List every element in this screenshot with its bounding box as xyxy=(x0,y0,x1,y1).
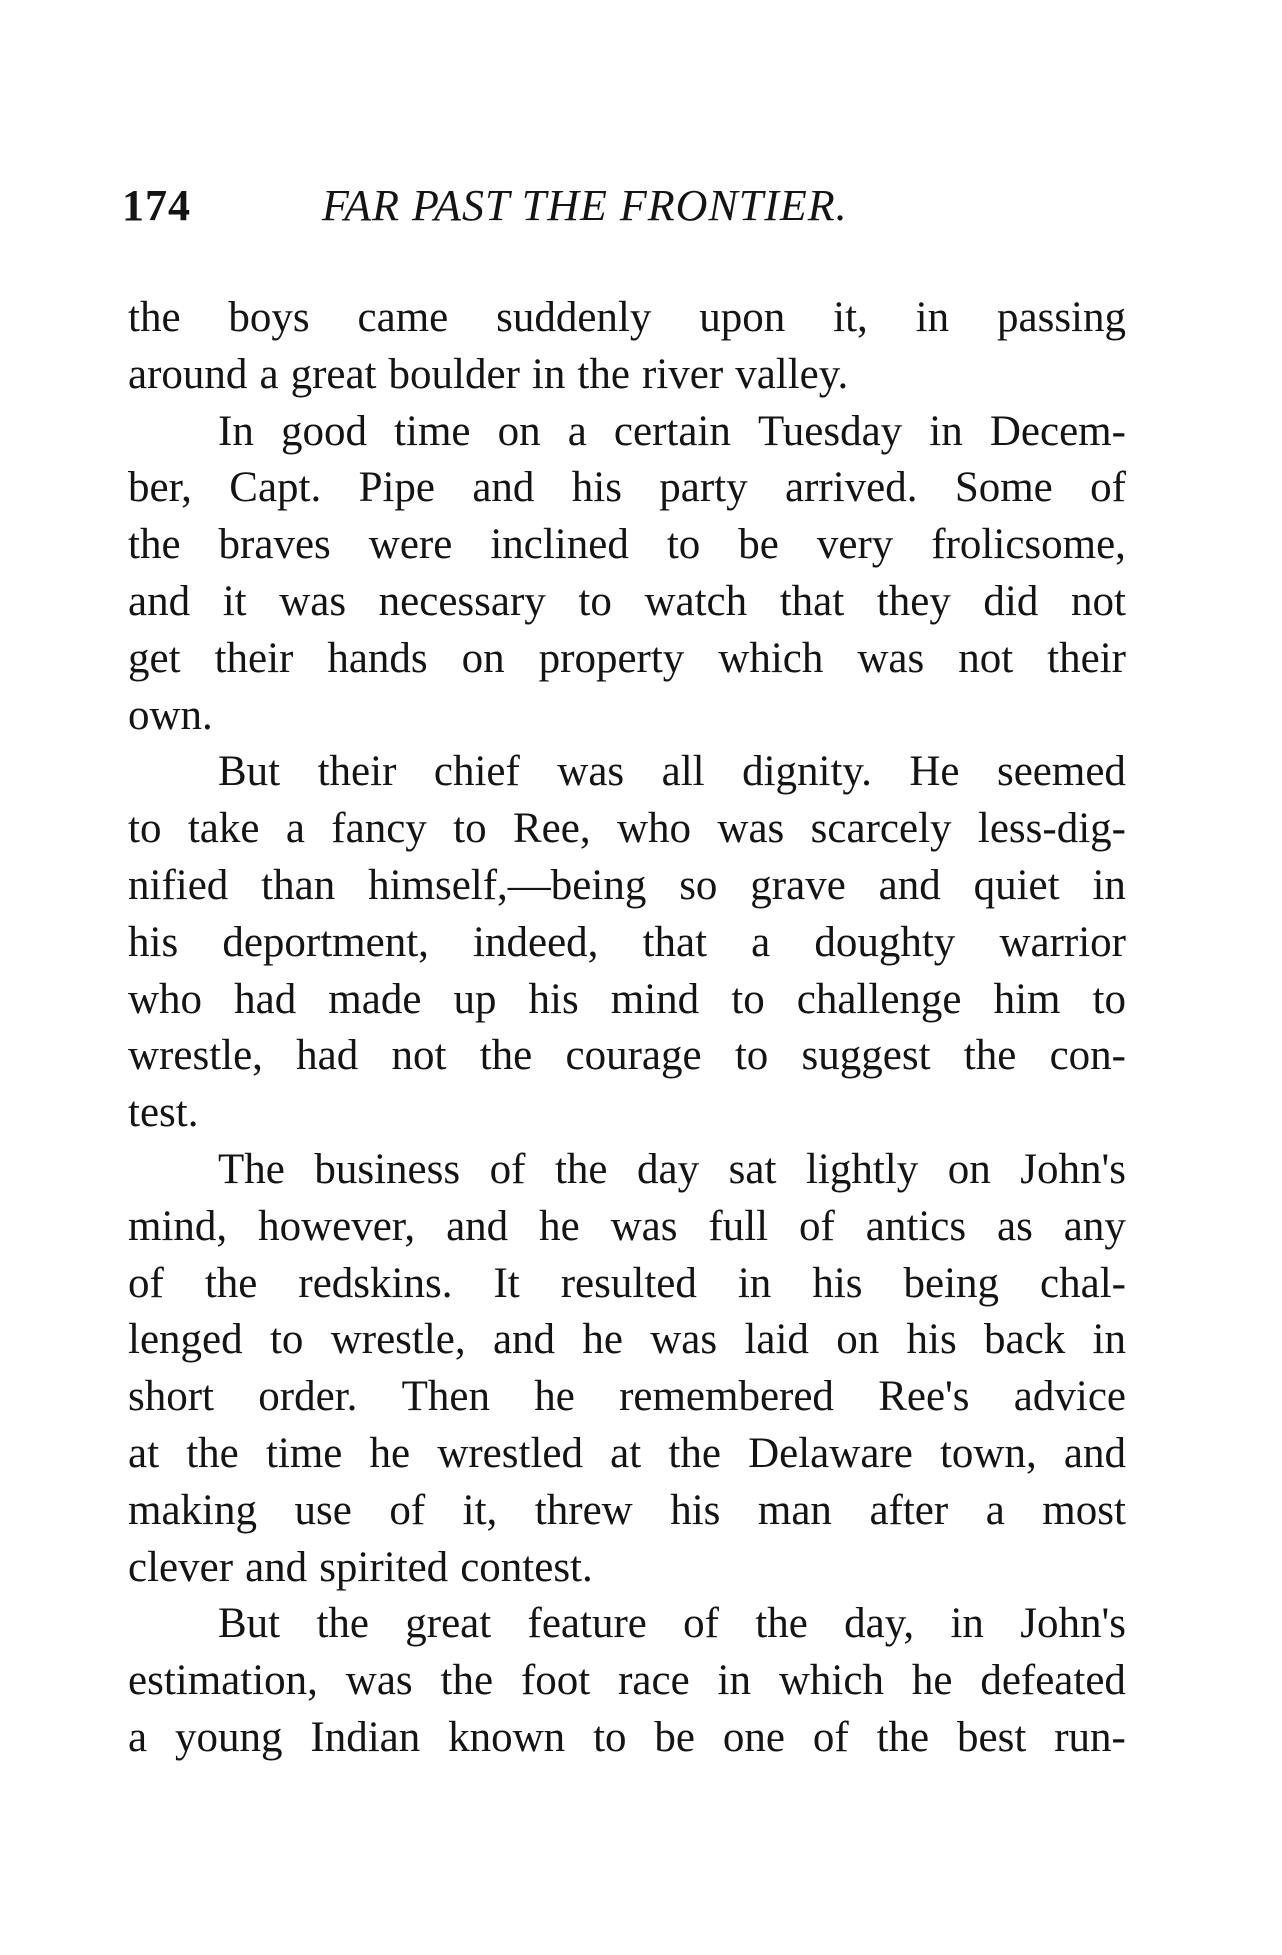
word: indeed, xyxy=(473,918,599,966)
word: himself,—being xyxy=(368,861,647,909)
word: all xyxy=(661,748,705,796)
text-line xyxy=(128,1540,1126,1597)
word: young xyxy=(174,1713,283,1761)
word: the xyxy=(479,1032,533,1080)
word: suggest xyxy=(801,1032,931,1080)
word: of xyxy=(389,1486,426,1534)
word: property xyxy=(538,634,685,682)
word: he xyxy=(539,1202,580,1250)
word: to xyxy=(666,521,701,569)
word: his xyxy=(812,1259,863,1307)
word: the xyxy=(128,521,181,569)
word: was xyxy=(857,634,925,682)
word: so xyxy=(679,861,718,909)
text-line xyxy=(128,688,1126,745)
word: order. xyxy=(258,1373,358,1421)
word: fancy xyxy=(331,805,427,853)
word: the xyxy=(577,350,630,398)
word: mind, xyxy=(128,1202,228,1250)
word: frolicsome, xyxy=(931,521,1126,569)
word: which xyxy=(778,1657,884,1705)
text-line xyxy=(128,1142,1126,1199)
word: to xyxy=(578,577,612,625)
word: not xyxy=(958,634,1014,682)
word: time xyxy=(265,1429,343,1477)
word: was xyxy=(345,1657,413,1705)
word: to xyxy=(593,1713,627,1761)
word: and xyxy=(128,577,191,625)
word: was xyxy=(279,577,347,625)
word: Ree, xyxy=(513,805,591,853)
word: he xyxy=(369,1429,411,1477)
word: suddenly xyxy=(496,294,652,341)
word: their xyxy=(214,634,294,682)
word: the xyxy=(554,1145,608,1193)
word: estimation, xyxy=(128,1657,318,1705)
word: him xyxy=(993,975,1061,1023)
word: a xyxy=(751,918,771,966)
word: get xyxy=(128,634,181,682)
word: challenge xyxy=(796,975,962,1023)
word: in xyxy=(737,1259,772,1307)
word: as xyxy=(997,1202,1033,1250)
word: inclined xyxy=(490,521,629,569)
word: mind xyxy=(610,975,700,1023)
word: his xyxy=(128,918,179,966)
word: on xyxy=(836,1316,880,1364)
text-line xyxy=(128,1653,1126,1710)
word: passing xyxy=(997,294,1126,341)
word: chal- xyxy=(1040,1259,1126,1307)
word: it, xyxy=(833,294,868,341)
word: dignity. xyxy=(742,748,872,796)
word: best xyxy=(957,1713,1027,1761)
word: Ree's xyxy=(878,1373,970,1421)
word: a xyxy=(285,805,305,853)
word: Some xyxy=(954,464,1053,512)
word: time xyxy=(394,407,471,455)
word: Delaware xyxy=(748,1429,913,1477)
text-line xyxy=(128,347,1126,404)
word: and xyxy=(446,1202,509,1250)
word: great xyxy=(405,1600,492,1648)
text-line xyxy=(128,1426,1126,1483)
word: in xyxy=(1092,861,1126,909)
word: antics xyxy=(865,1202,967,1250)
text-line xyxy=(128,1085,1126,1142)
word: was xyxy=(610,1202,678,1250)
word: they xyxy=(876,577,951,625)
word: watch xyxy=(644,577,748,625)
text-line xyxy=(128,1199,1126,1256)
word: after xyxy=(869,1486,949,1534)
word: the xyxy=(128,294,181,341)
word: wrestle, xyxy=(330,1316,466,1364)
word: upon xyxy=(699,294,786,341)
text-line xyxy=(128,1028,1126,1085)
word: a xyxy=(985,1486,1005,1534)
word: He xyxy=(909,748,960,796)
word: most xyxy=(1042,1486,1126,1534)
word: run- xyxy=(1054,1713,1126,1761)
word: lenged xyxy=(128,1316,243,1364)
word: that xyxy=(642,918,708,966)
word: around xyxy=(128,350,248,398)
word: of xyxy=(812,1713,849,1761)
word: But xyxy=(218,748,281,796)
text-line xyxy=(128,1312,1126,1369)
text-line xyxy=(128,915,1126,972)
word: the xyxy=(668,1429,721,1477)
word: made xyxy=(328,975,422,1023)
word: to xyxy=(731,975,765,1023)
word: of xyxy=(1090,464,1126,512)
word: it xyxy=(222,577,247,625)
word: river xyxy=(641,350,724,398)
word: of xyxy=(683,1600,719,1648)
word: making xyxy=(128,1486,257,1534)
word: quiet xyxy=(973,861,1060,909)
word: remembered xyxy=(619,1373,834,1421)
word: great xyxy=(290,350,377,398)
text-line xyxy=(128,1596,1126,1653)
word: to xyxy=(734,1032,769,1080)
word: in xyxy=(531,350,566,398)
word: very xyxy=(816,521,894,569)
word: con- xyxy=(1049,1032,1126,1080)
word: John's xyxy=(1020,1600,1126,1648)
word: at xyxy=(128,1429,160,1477)
text-line xyxy=(128,1710,1126,1767)
word: the xyxy=(963,1032,1017,1080)
word: party xyxy=(659,464,748,512)
word: contest. xyxy=(460,1543,593,1591)
word: less-dig- xyxy=(977,805,1126,853)
word: to xyxy=(128,805,162,853)
word: own. xyxy=(128,691,213,739)
word: who xyxy=(616,805,692,853)
word: to xyxy=(1092,975,1126,1023)
text-line xyxy=(128,1483,1126,1540)
word: on xyxy=(497,407,541,455)
word: in xyxy=(950,1600,984,1648)
word: the xyxy=(186,1429,239,1477)
word: race xyxy=(618,1657,690,1705)
word: necessary xyxy=(378,577,546,625)
word: laid xyxy=(744,1316,809,1364)
text-line xyxy=(128,1256,1126,1313)
word: his xyxy=(571,464,622,512)
text-line xyxy=(128,972,1126,1029)
word: But xyxy=(218,1600,281,1648)
word: his xyxy=(906,1316,957,1364)
word: threw xyxy=(534,1486,633,1534)
text-line xyxy=(128,631,1126,688)
word: in xyxy=(915,294,950,341)
word: redskins. xyxy=(298,1259,453,1307)
word: good xyxy=(280,407,367,455)
word: John's xyxy=(1020,1145,1126,1193)
word: Indian xyxy=(310,1713,421,1761)
word: and xyxy=(1063,1429,1126,1477)
word: Capt. xyxy=(229,464,322,512)
word: boys xyxy=(228,294,310,341)
word: use xyxy=(294,1486,352,1534)
text-line xyxy=(128,404,1126,461)
word: take xyxy=(187,805,260,853)
page-header xyxy=(122,176,1122,236)
word: deportment, xyxy=(222,918,429,966)
word: valley. xyxy=(735,350,849,398)
word: and xyxy=(245,1543,308,1591)
word: foot xyxy=(520,1657,591,1705)
word: at xyxy=(610,1429,642,1477)
text-line xyxy=(128,1369,1126,1426)
word: courage xyxy=(565,1032,702,1080)
word: of xyxy=(799,1202,835,1250)
word: sat xyxy=(728,1145,777,1193)
word: doughty xyxy=(814,918,956,966)
word: of xyxy=(128,1259,164,1307)
word: town, xyxy=(939,1429,1037,1477)
word: was xyxy=(557,748,625,796)
word: was xyxy=(717,805,785,853)
word: full xyxy=(708,1202,769,1250)
word: nified xyxy=(128,861,229,909)
word: came xyxy=(357,294,449,341)
word: had xyxy=(296,1032,359,1080)
word: hands xyxy=(327,634,428,682)
word: a xyxy=(259,350,279,398)
word: not xyxy=(1070,577,1126,625)
text-line xyxy=(128,574,1126,631)
word: and xyxy=(492,1316,556,1364)
word: wrestle, xyxy=(128,1032,263,1080)
word: did xyxy=(983,577,1039,625)
word: were xyxy=(368,521,453,569)
word: chief xyxy=(433,748,520,796)
word: being xyxy=(903,1259,1000,1307)
word: be xyxy=(654,1713,696,1761)
word: back xyxy=(984,1316,1066,1364)
word: a xyxy=(128,1713,148,1761)
word: in xyxy=(1092,1316,1126,1364)
word: to xyxy=(453,805,487,853)
word: which xyxy=(718,634,824,682)
word: known xyxy=(448,1713,566,1761)
word: their xyxy=(1047,634,1126,682)
word: day, xyxy=(844,1600,915,1648)
body-text xyxy=(128,290,1126,1767)
word: business xyxy=(314,1145,461,1193)
word: feature xyxy=(527,1600,647,1648)
word: advice xyxy=(1013,1373,1126,1421)
word: the xyxy=(204,1259,258,1307)
word: Then xyxy=(401,1373,490,1421)
text-line xyxy=(128,744,1126,801)
word: In xyxy=(218,407,254,455)
word: defeated xyxy=(980,1657,1126,1705)
word: to xyxy=(269,1316,304,1364)
word: the xyxy=(440,1657,494,1705)
word: of xyxy=(489,1145,526,1193)
text-line xyxy=(128,801,1126,858)
word: who xyxy=(128,975,203,1023)
word: certain xyxy=(613,407,731,455)
word: he xyxy=(582,1316,623,1364)
word: on xyxy=(461,634,505,682)
word: test. xyxy=(128,1089,199,1137)
running-title: FAR PAST THE FRONTIER. xyxy=(322,181,848,230)
word: short xyxy=(128,1373,214,1421)
text-line xyxy=(128,858,1126,915)
word: a xyxy=(567,407,587,455)
word: up xyxy=(453,975,497,1023)
word: however, xyxy=(258,1202,416,1250)
word: clever xyxy=(128,1543,234,1591)
word: he xyxy=(911,1657,953,1705)
word: and xyxy=(878,861,941,909)
word: was xyxy=(650,1316,718,1364)
word: that xyxy=(779,577,845,625)
word: man xyxy=(757,1486,832,1534)
word: warrior xyxy=(999,918,1126,966)
page-number: 174 xyxy=(122,181,191,230)
word: one xyxy=(722,1713,785,1761)
word: had xyxy=(234,975,297,1023)
word: ber, xyxy=(128,464,192,512)
word: spirited xyxy=(319,1543,449,1591)
word: in xyxy=(717,1657,751,1705)
text-line xyxy=(128,460,1126,517)
word: the xyxy=(316,1600,369,1648)
word: Decem- xyxy=(989,407,1126,455)
word: arrived. xyxy=(784,464,918,512)
word: on xyxy=(947,1145,991,1193)
word: resulted xyxy=(560,1259,697,1307)
word: seemed xyxy=(996,748,1126,796)
word: any xyxy=(1063,1202,1126,1250)
word: the xyxy=(876,1713,930,1761)
text-line xyxy=(128,517,1126,574)
word: their xyxy=(317,748,397,796)
word: in xyxy=(929,407,963,455)
word: he xyxy=(534,1373,575,1421)
word: it, xyxy=(462,1486,498,1534)
word: be xyxy=(738,521,779,569)
word: grave xyxy=(750,861,846,909)
text-line xyxy=(128,290,1126,347)
word: wrestled xyxy=(437,1429,583,1477)
word: and xyxy=(472,464,535,512)
word: boulder xyxy=(388,350,520,398)
word: his xyxy=(670,1486,721,1534)
word: braves xyxy=(218,521,331,569)
word: day xyxy=(637,1145,700,1193)
word: not xyxy=(391,1032,447,1080)
word: Tuesday xyxy=(758,407,903,455)
word: lightly xyxy=(805,1145,919,1193)
word: Pipe xyxy=(358,464,436,512)
word: scarcely xyxy=(810,805,952,853)
word: his xyxy=(528,975,579,1023)
word: It xyxy=(493,1259,520,1307)
word: than xyxy=(261,861,336,909)
word: The xyxy=(218,1145,285,1193)
word: the xyxy=(755,1600,808,1648)
